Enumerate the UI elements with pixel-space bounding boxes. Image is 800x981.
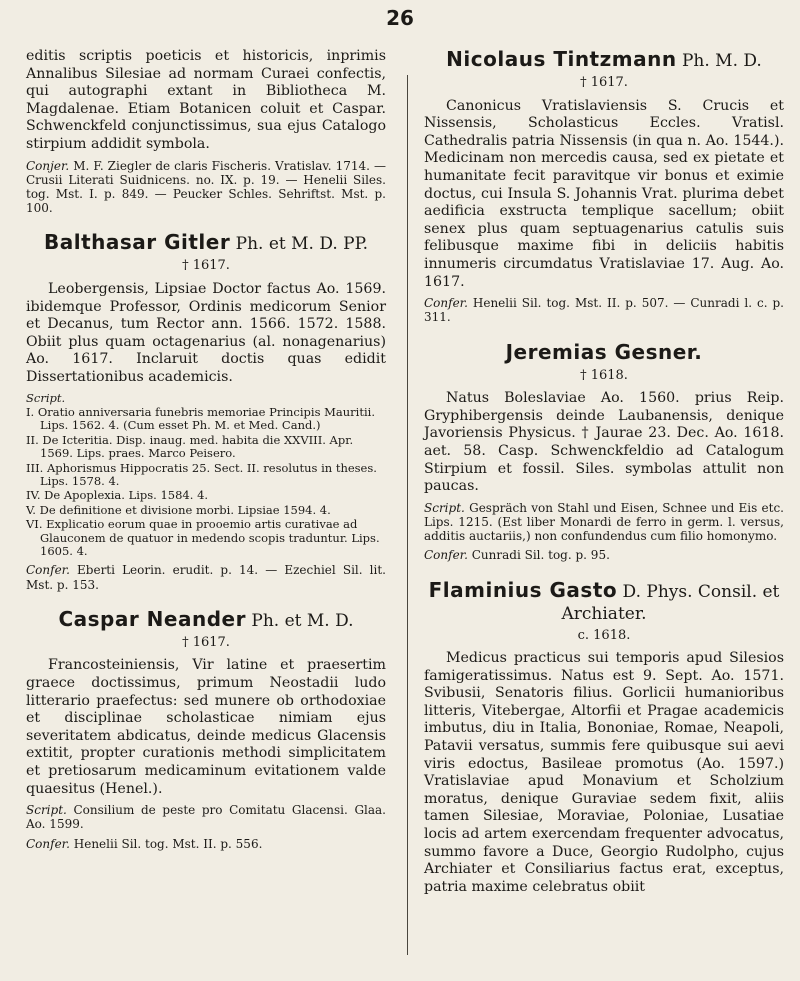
entry-jeremias-gesner — [424, 341, 784, 563]
entry-heading — [424, 48, 784, 72]
entry-degree: D. Phys. Consil. et Archiater. — [561, 581, 780, 624]
entry-text: Natus Boleslaviae Ao. 1560. prius Reip. Gryphibergensis deinde Laubanensis, denique Javoriensis Physicus. † Jaurae 23. Dec. Ao. 1618. aet. 58. Casp. Schwenckfeldio ad Catalogum Stirpium et fossil. Siles. symbolas attulit non paucas. — [424, 390, 784, 495]
entry-intro — [26, 48, 386, 215]
entry-caspar-neander — [26, 608, 386, 851]
entry-confer — [26, 837, 386, 851]
confer-label: Confer. — [26, 836, 70, 851]
entry-heading — [26, 608, 386, 632]
confer-text: M. F. Ziegler de claris Fischeris. Vratislav. 1714. — Crusii Literati Suidnicens. no. IX. p. 19. — Henelii Siles. tog. Mst. I. p. 849. — Peucker Schles. Sehriftst. Mst. p. 100. — [26, 158, 386, 216]
entry-balthasar-gitler — [26, 231, 386, 591]
script-item: IV. De Apoplexia. Lips. 1584. 4. — [26, 488, 209, 503]
confer-label: Confer. — [26, 563, 70, 578]
column-divider — [407, 75, 408, 955]
entry-heading — [424, 579, 784, 625]
entry-name: Flaminius Gasto — [428, 577, 618, 602]
confer-label: Confer. — [424, 296, 468, 311]
script-label: Script. — [26, 803, 67, 818]
entry-confer — [26, 563, 386, 591]
entry-heading — [26, 231, 386, 255]
confer-text: Henelii Sil. tog. Mst. II. p. 507. — Cunradi l. c. p. 311. — [424, 296, 784, 325]
entry-text: Leobergensis, Lipsiae Doctor factus Ao. 1569. ibidemque Professor, Ordinis medicorum Senior et Decanus, tum Rector ann. 1566. 1572. 1588. Obiit plus quam octagenarius (al. nonagenarius) Ao. 1617. Inclaruit doctis quas edidit Dissertationibus academicis. — [26, 280, 386, 385]
entry-degree: Ph. M. D. — [681, 51, 762, 71]
script-item: III. Aphorismus Hippocratis 25. Sect. II. resolutus in theses. Lips. 1578. 4. — [26, 460, 377, 488]
entry-name: Jeremias Gesner. — [505, 339, 703, 364]
entry-degree: Ph. et M. D. PP. — [235, 234, 368, 255]
entry-text: Medicus practicus sui temporis apud Silesios famigeratissimus. Natus est 9. Sept. Ao. 1571. Svibusii, Senatoris filius. Gorlicii humanioribus litteris, Vitebergae, Altorfii et Pragae academicis imbutus, diu in Italia, Bononiae, Romae, Neapoli, Patavii versatus, summis fere quibusque sui aevi viris edoctus, Basileae promotus (Ao. 1597.) Vratislaviae apud Monavium et Scholzium moratus, denique Guraviae sedem fixit, aliis tamen Silesiae, Moraviae, Poloniae, Lusatiae locis ad artem exercendam frequenter advocatus, summo favore a Duce, Georgio Rudolpho, cujus Archiater et Consiliarius factus erat, exceptus, patria maxime celebratus obiit — [424, 650, 784, 895]
entry-dates: † 1617. — [182, 258, 230, 274]
entry-flaminius-gasto — [424, 579, 784, 897]
entry-script — [424, 501, 784, 544]
confer-label: Conjer. — [26, 158, 70, 173]
intro-text: editis scriptis poeticis et historicis, inprimis Annalibus Silesiae ad normam Curaei confectis, qui autographi extant in Bibliotheca M. Magdalenae. Etiam Botanicen coluit et Caspar. Schwenckfeld conjunctissimus, sua ejus Catalogo stirpium addidit symbola. — [26, 48, 386, 152]
entry-nicolaus-tintzmann — [424, 48, 784, 325]
entry-dates: † 1617. — [580, 75, 628, 90]
right-column — [424, 48, 784, 896]
script-text: Consilium de peste pro Comitatu Glacensi. Glaa. Ao. 1599. — [26, 803, 386, 832]
entry-text: Francosteiniensis, Vir latine et praesertim graece doctissimus, primum Neostadii ludo litterario praefectus: sed munere ob orthodoxiae et disciplinae scholasticae nimiam ejus severitatem abdicatus, deinde medicus Glacensis extitit, propter curationis methodi simplicitatem et pretiosarum medicaminum evitationem valde quaesitus (Henel.). — [26, 657, 386, 797]
page-number: 26 — [386, 6, 414, 30]
script-label: Script. — [26, 390, 66, 405]
entry-confer — [424, 548, 784, 562]
entry-heading — [424, 341, 784, 365]
intro-confer — [26, 159, 386, 216]
script-item: I. Oratio anniversaria funebris memoriae Principis Mauritii. Lips. 1562. 4. (Cum esset Ph. M. et Med. Cand.) — [26, 404, 375, 433]
entry-text: Canonicus Vratislaviensis S. Crucis et Nissensis, Scholasticus Eccles. Vratisl. Cathedralis patria Nissensis (in qua n. Ao. 1544.). Medicinam non mercedis causa, sed ex pietate et humanitate fecit paravitque vir bonus et eximie doctus, cui Insula S. Johannis Vrat. plurima debet aedificia exstructa templique sacellum; obiit senex plus quam septuagenarius catulis suis felibusque maxime fibi in deliciis habitis innumeris circumdatus Vratislaviae 17. Aug. Ao. 1617. — [424, 97, 784, 290]
confer-label: Confer. — [424, 548, 468, 563]
entry-script — [26, 803, 386, 831]
confer-text: Cunradi Sil. tog. p. 95. — [471, 548, 610, 563]
entry-dates: † 1617. — [182, 634, 230, 650]
left-column — [26, 48, 386, 851]
entry-dates: † 1618. — [580, 367, 628, 383]
entry-name: Nicolaus Tintzmann — [446, 47, 677, 71]
entry-name: Balthasar Gitler — [43, 230, 231, 255]
entry-degree: Ph. et M. D. — [251, 610, 354, 631]
script-text: Gespräch von Stahl und Eisen, Schnee und Eis etc. Lips. 1215. (Est liber Monardi de ferro in germ. l. versus, additis auctariis,) non confundendus cum filio homonymo. — [424, 500, 784, 544]
scripts-list — [26, 392, 386, 559]
confer-text: Eberti Leorin. erudit. p. 14. — Ezechiel Sil. lit. Mst. p. 153. — [26, 563, 386, 592]
script-item: VI. Explicatio eorum quae in prooemio artis curativae ad Glauconem de quatuor in medendo scopis traduntur. Lips. 1605. 4. — [26, 517, 380, 558]
confer-text: Henelii Sil. tog. Mst. II. p. 556. — [73, 836, 263, 851]
script-item: II. De Icteritia. Disp. inaug. med. habita die XXVIII. Apr. 1569. Lips. praes. Marco Peisero. — [26, 432, 354, 461]
entry-name: Caspar Neander — [58, 606, 246, 631]
script-label: Script. — [424, 500, 465, 515]
entry-confer — [424, 296, 784, 324]
script-item: V. De definitione et divisione morbi. Lipsiae 1594. 4. — [26, 502, 331, 517]
entry-dates: c. 1618. — [577, 627, 631, 643]
